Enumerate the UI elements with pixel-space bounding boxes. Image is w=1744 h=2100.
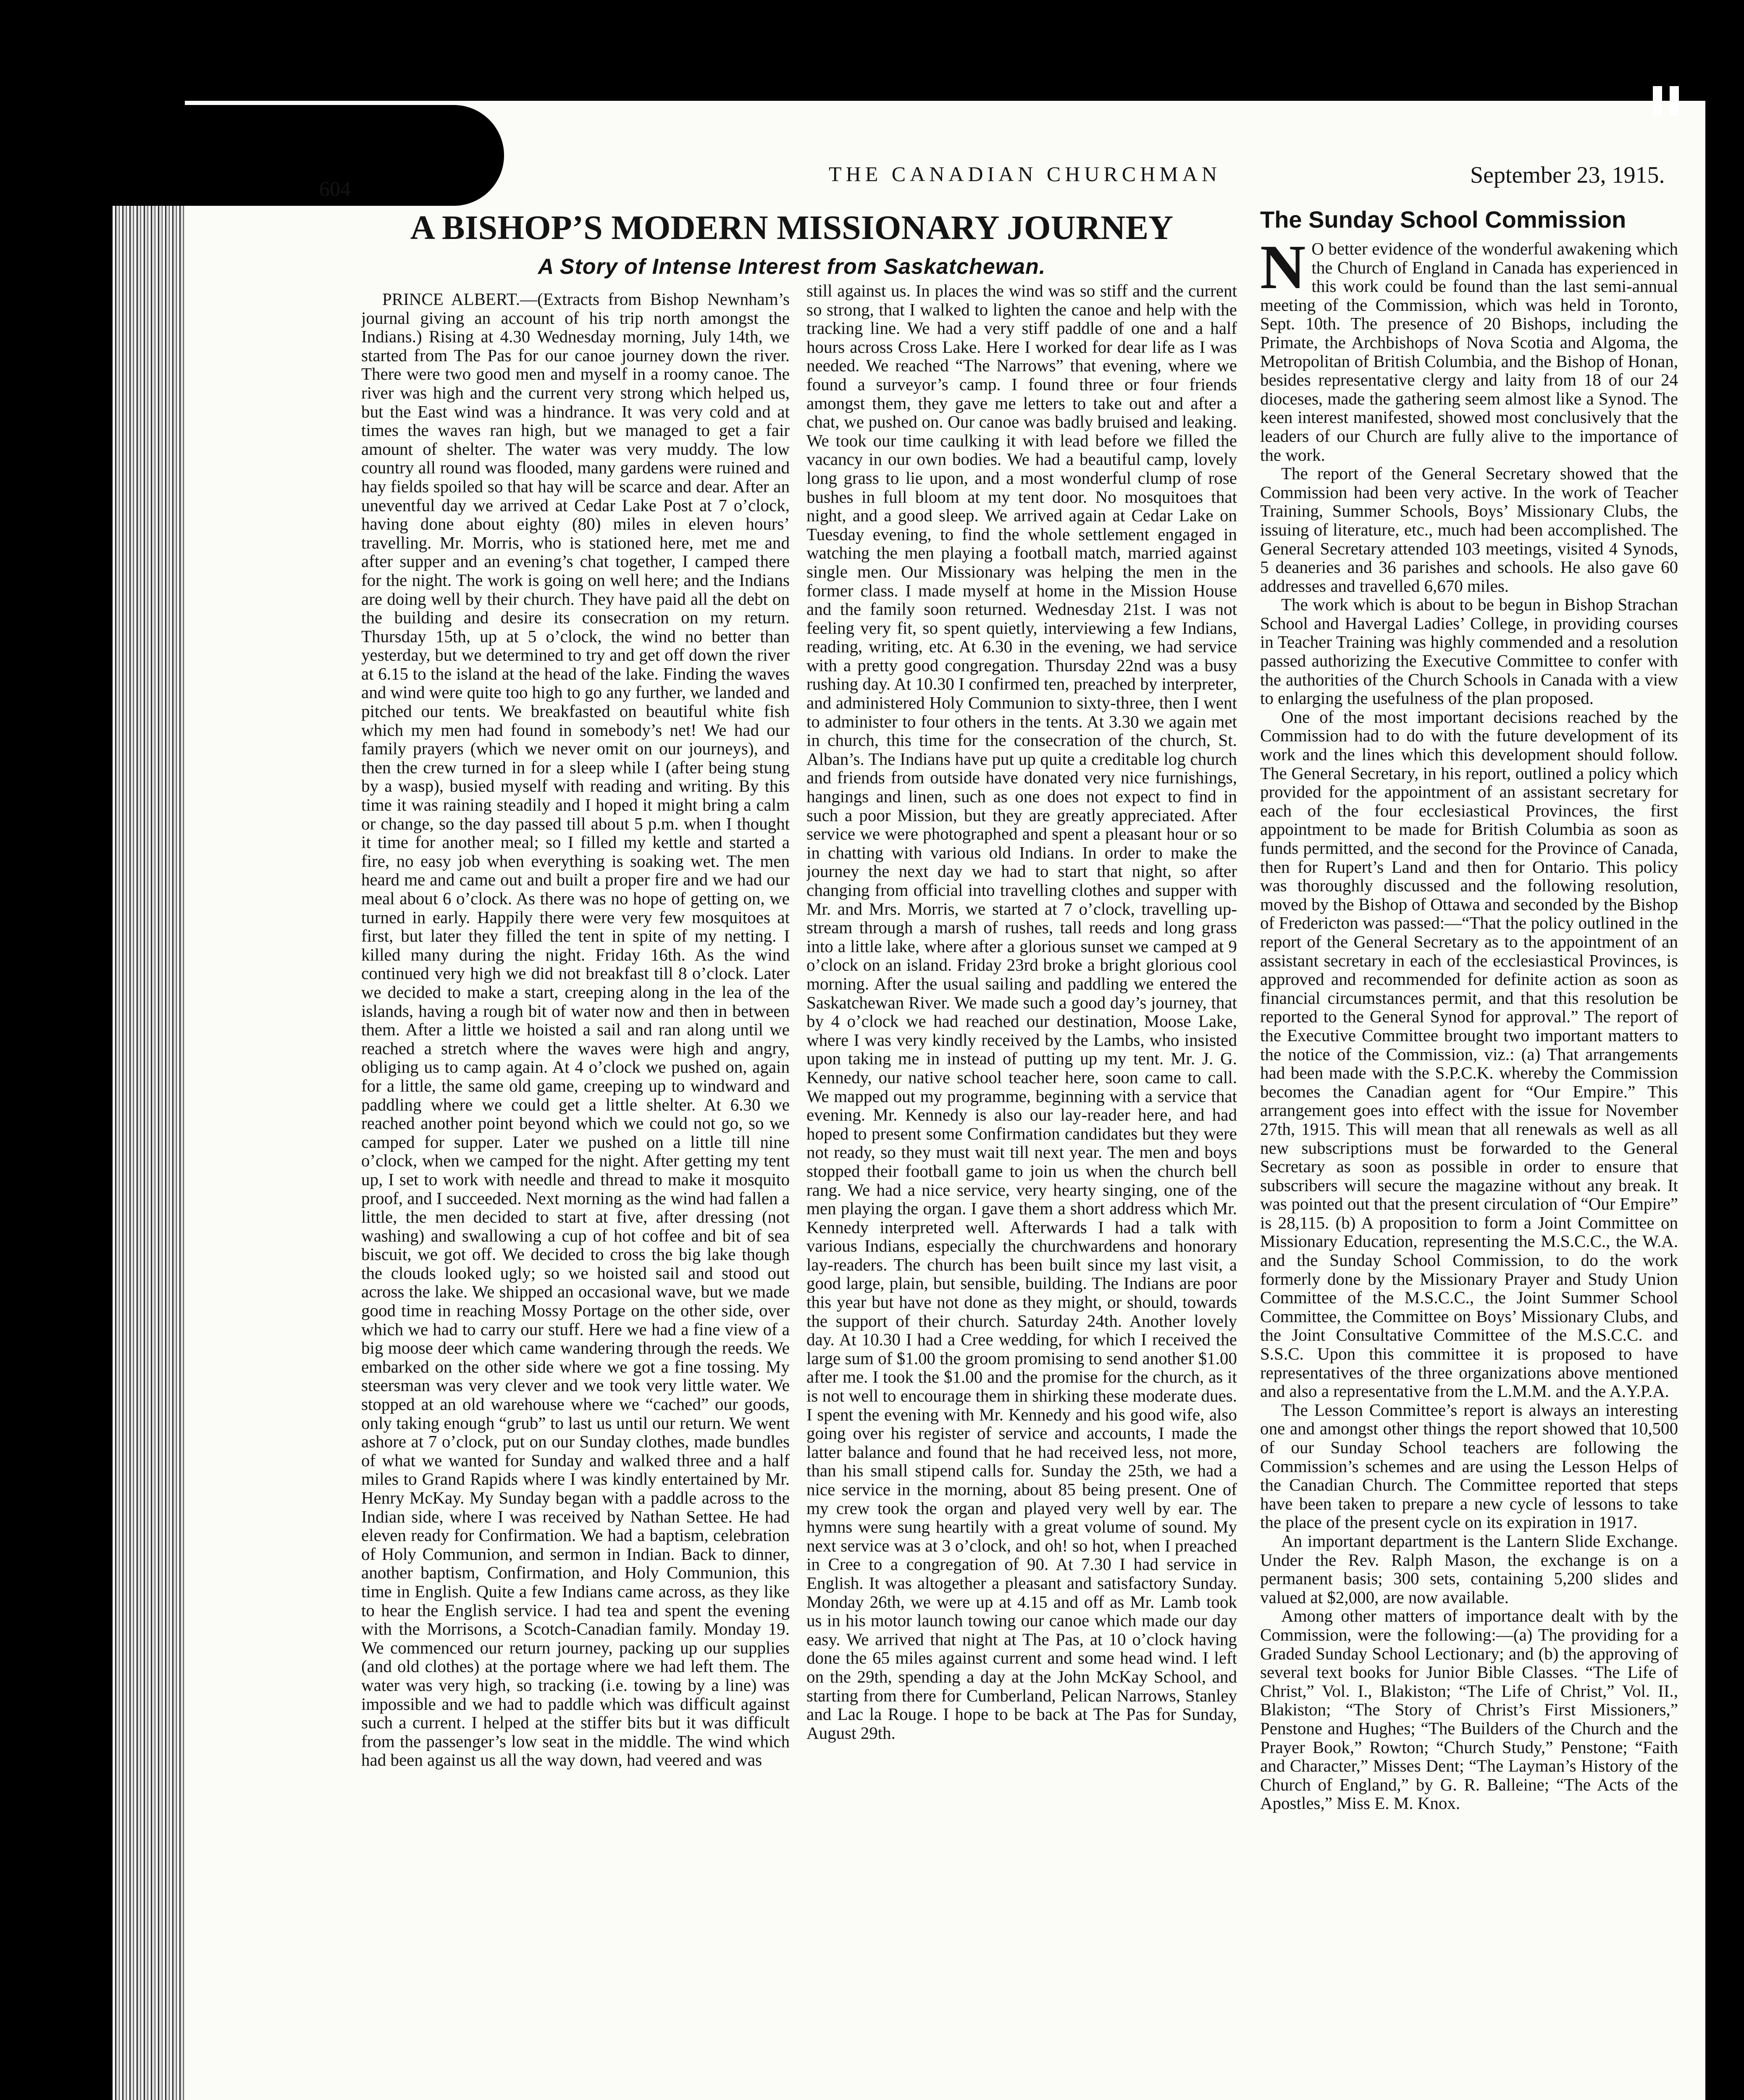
article-column-1 [361, 290, 790, 2075]
sidebar-paragraph-4: One of the most important decisions reached by the Commission had to do with the future development of its work and the lines which this development should follow. The General Secretary, in his report, outlined a policy which provided for the appointment of an assistant secretary for each of the four ecclesiastical Provinces, the first appointment to be made for British Columbia as soon as funds permitted, and the second for the Province of Canada, then for Rupert’s Land and then for Ontario. This policy was thoroughly discussed and the following resolution, moved by the Bishop of Ottawa and seconded by the Bishop of Fredericton was passed:—“That the policy outlined in the report of the General Secretary as to the appointment of an assistant secretary in each of the ecclesiastical Provinces, is approved and recommended for definite action as soon as financial circumstances permit, and that this resolution be reported to the General Synod for approval.” The report of the Executive Committee brought two important matters to the notice of the Commission, viz.: (a) That arrangements had been made with the S.P.C.K. whereby the Commission becomes the Canadian agent for “Our Empire.” This arrangement goes into effect with the issue for November 27th, 1915. This will mean that all renewals as well as all new subscriptions must be forwarded to the General Secretary as soon as possible in order to ensure that subscribers will secure the magazine without any break. It was pointed out that the present circulation of “Our Empire” is 28,115. (b) A proposition to form a Joint Committee on Missionary Education, representing the M.S.C.C., the W.A. and the Sunday School Commission, to do the work formerly done by the Missionary Prayer and Study Union Committee of the M.S.C.C., the Joint Summer School Committee, the Committee on Boys’ Missionary Clubs, and the Joint Consultative Committee of the M.S.C.C. and S.S.C. Upon this committee it is proposed to have representatives of the three organizations above mentioned and also a representative from the L.M.M. and the A.Y.P.A. [1260, 707, 1678, 1401]
sidebar-paragraph-1-text: O better evidence of the wonderful awakening which the Church of England in Canada has experienced in this work could be found than the last semi-annual meeting of the Commission, which was held in Toronto, Sept. 10th. The presence of 20 Bishops, including the Primate, the Archbishops of Nova Scotia and Algoma, the Metropolitan of British Columbia, and the Bishop of Honan, besides representative clergy and laity from 18 of our 24 dioceses, made the gathering seem almost like a Synod. The keen interest manifested, showed most conclusively that the leaders of our Church are fully alive to the importance of the work. [1260, 239, 1678, 465]
article-column-2 [806, 281, 1237, 2066]
article-subheadline: A Story of Intense Interest from Saskatchewan. [538, 255, 1046, 279]
sidebar-paragraph-7: Among other matters of importance dealt with by the Commission, were the following:—(a) The providing for a Graded Sunday School Lectionary; and (b) the approving of several text books for Junior Bible Classes. “The Life of Christ,” Vol. I., Blakiston; “The Life of Christ,” Vol. II., Blakiston; “The Story of Christ’s First Missioners,” Penstone and Hughes; “The Builders of the Church and the Prayer Book,” Rowton; “Church Study,” Penstone; “Faith and Character,” Misses Dent; “The Layman’s History of the Church of England,” by G. R. Balleine; “The Acts of the Apostles,” Miss E. M. Knox. [1260, 1606, 1678, 1813]
sidebar-headline: The Sunday School Commission [1260, 206, 1626, 233]
sidebar-column [1260, 239, 1678, 2024]
scanner-clip [0, 105, 504, 206]
running-head: THE CANADIAN CHURCHMAN [829, 162, 1221, 186]
article-text-column-1: PRINCE ALBERT.—(Extracts from Bishop Newnham’s journal giving an account of his trip north amongst the Indians.) Rising at 4.30 Wednesday morning, July 14th, we started from The Pas for our canoe journey down the river. There were two good men and myself in a roomy canoe. The river was high and the current very strong which helped us, but the East wind was a hindrance. It was very cold and at times the waves ran high, but we managed to get a fair amount of shelter. The water was very muddy. The low country all round was flooded, many gardens were ruined and hay fields spoiled so that hay will be scarce and dear. After an uneventful day we arrived at Cedar Lake Post at 7 o’clock, having done about eighty (80) miles in eleven hours’ travelling. Mr. Morris, who is stationed here, met me and after supper and an evening’s chat together, I camped there for the night. The work is going on well here; and the Indians are doing well by their church. They have paid all the debt on the building and desire its consecration on my return. Thursday 15th, up at 5 o’clock, the wind no better than yesterday, but we determined to try and get off down the river at 6.15 to the island at the head of the lake. Finding the waves and wind were quite too high to go any further, we landed and pitched our tents. We breakfasted on beautiful white fish which my men had found in somebody’s net! We had our family prayers (which we never omit on our journeys), and then the crew turned in for a sleep while I (after being stung by a wasp), busied myself with reading and writing. By this time it was raining steadily and I hoped it might bring a calm or change, so the day passed till about 5 p.m. when I thought it time for another meal; so I filled my kettle and started a fire, no easy job when everything is soaking wet. The men heard me and came out and built a proper fire and we had our meal about 6 o’clock. As there was no hope of getting on, we turned in early. Happily there were very few mosquitoes at first, but later they filled the tent in spite of my netting. I killed many during the night. Friday 16th. As the wind continued very high we did not breakfast till 8 o’clock. Later we decided to make a start, creeping along in the lea of the islands, having a rough bit of water now and then in between them. After a little we hoisted a sail and ran along until we reached a stretch where the waves were high and angry, obliging us to camp again. At 4 o’clock we pushed on, again for a little, the same old game, creeping up to windward and paddling where we could get a little shelter. At 6.30 we reached another point beyond which we could not go, so we camped for supper. Later we pushed on a little till nine o’clock, when we camped for the night. After getting my tent up, I set to work with needle and thread to make it mosquito proof, and I succeeded. Next morning as the wind had fallen a little, the men decided to start at five, after dressing (not washing) and swallowing a cup of hot coffee and bit of sea biscuit, we got off. We decided to cross the big lake though the clouds looked ugly; so we hoisted sail and stood out across the lake. We shipped an occasional wave, but we made good time in reaching Mossy Portage on the other side, over which we had to carry our stuff. Here we had a fine view of a big moose deer which came wandering through the reeds. We embarked on the other side where we got a fine tossing. My steersman was very clever and we took very little water. We stopped at an old warehouse where we “cached” our goods, only taking enough “grub” to last us until our return. We went ashore at 7 o’clock, put on our Sunday clothes, made bundles of what we wanted for Sunday and walked three and a half miles to Grand Rapids where I was kindly entertained by Mr. Henry McKay. My Sunday began with a paddle across to the Indian side, where I was received by Nathan Settee. He had eleven ready for Confirmation. We had a baptism, celebration of Holy Communion, and sermon in Indian. Back to dinner, another baptism, Confirmation, and Holy Communion, this time in English. Quite a few Indians came across, as they like to hear the English service. I had tea and spent the evening with the Morrisons, a Scotch-Canadian family. Monday 19. We commenced our return journey, packing up our supplies (and old clothes) at the portage where we had left them. The water was very high, so tracking (i.e. towing by a line) was impossible and we had to paddle which was difficult against such a current. I helped at the stiffer bits but it was difficult from the passenger’s low seat in the middle. The wind which had been against us all the way down, had veered and was [361, 290, 790, 1770]
sidebar-paragraph-3: The work which is about to be begun in Bishop Strachan School and Havergal Ladies’ College, in providing courses in Teacher Training was highly commended and a resolution passed authorizing the Executive Committee to confer with the authorities of the Church Schools in Canada with a view to enlarging the usefulness of the plan proposed. [1260, 595, 1678, 708]
issue-date: September 23, 1915. [1470, 162, 1665, 188]
page-number: 604 [319, 177, 351, 200]
scan-marker-top-2 [1670, 86, 1679, 116]
article-headline: A BISHOP’S MODERN MISSIONARY JOURNEY [410, 208, 1174, 247]
article-text-column-2: still against us. In places the wind was so stiff and the current so strong, that I walked to lighten the canoe and help with the tracking line. We had a very stiff paddle of one and a half hours across Cross Lake. Here I worked for dear life as I was needed. We reached “The Narrows” that evening, where we found a surveyor’s camp. I found three or four friends amongst them, they gave me letters to take out and after a chat, we pushed on. Our canoe was badly bruised and leaking. We took our time caulking it with lead before we filled the vacancy in our own bodies. We had a beautiful camp, lovely long grass to lie upon, and a most wonderful clump of rose bushes in full bloom at my tent door. No mosquitoes that night, and a good sleep. We arrived again at Cedar Lake on Tuesday evening, to find the whole settlement engaged in watching the men playing a football match, married against single men. Our Missionary was helping the men in the former class. I made myself at home in the Mission House and the family soon returned. Wednesday 21st. I was not feeling very fit, so spent quietly, interviewing a few Indians, reading, writing, etc. At 6.30 in the evening, we had service with a pretty good congregation. Thursday 22nd was a busy rushing day. At 10.30 I confirmed ten, preached by interpreter, and administered Holy Communion to sixty-three, then I went to administer to four others in the tents. At 3.30 we again met in church, this time for the consecration of the church, St. Alban’s. The Indians have put up quite a creditable log church and friends from outside have donated very nice furnishings, hangings and linen, such as one does not expect to find in such a poor Mission, but they are greatly appreciated. After service we were photographed and spent a pleasant hour or so in chatting with various old Indians. In order to make the journey the next day we had to start that night, so after changing from official into travelling clothes and supper with Mr. and Mrs. Morris, we started at 7 o’clock, travelling up-stream through a marsh of rushes, tall reeds and long grass into a little lake, where after a glorious sunset we camped at 9 o’clock on an island. Friday 23rd broke a bright glorious cool morning. After the usual sailing and paddling we entered the Saskatchewan River. We made such a good day’s journey, that by 4 o’clock we had reached our destination, Moose Lake, where I was very kindly received by the Lambs, who insisted upon taking me in instead of putting up my tent. Mr. J. G. Kennedy, our native school teacher here, soon came to call. We mapped out my programme, beginning with a service that evening. Mr. Kennedy is also our lay-reader here, and had hoped to present some Confirmation candidates but they were not ready, so they must wait till next year. The men and boys stopped their football game to join us when the church bell rang. We had a nice service, very hearty singing, one of the men playing the organ. I gave them a short address which Mr. Kennedy interpreted well. Afterwards I had a talk with various Indians, especially the churchwardens and honorary lay-readers. The church has been built since my last visit, a good large, plain, but sensible, building. The Indians are poor this year but have not done as they might, or should, towards the support of their church. Saturday 24th. Another lovely day. At 10.30 I had a Cree wedding, for which I received the large sum of $1.00 the groom promising to send another $1.00 after me. I took the $1.00 and the promise for the church, as it is not well to encourage them in shirking these moderate dues. I spent the evening with Mr. Kennedy and his good wife, also going over his register of service and accounts, I made the latter balance and found that he had received less, not more, than his small stipend calls for. Sunday the 25th, we had a nice service in the morning, about 85 being present. One of my crew took the organ and played very well by ear. The hymns were sung heartily with a great volume of sound. My next service was at 3 o’clock, and oh! so hot, when I preached in Cree to a congregation of 90. At 7.30 I had service in English. It was altogether a pleasant and satisfactory Sunday. Monday 26th, we were up at 4.15 and off as Mr. Lamb took us in his motor launch towing our canoe which made our day easy. We arrived that night at The Pas, at 10 o’clock having done the 65 miles against current and some head wind. I left on the 29th, spending a day at the John McKay School, and starting from there for Cumberland, Pelican Narrows, Stanley and Lac la Rouge. I hope to be back at The Pas for Sunday, August 29th. [806, 281, 1237, 1743]
sidebar-paragraph-6: An important department is the Lantern Slide Exchange. Under the Rev. Ralph Mason, the exchange is on a permanent basis; 300 sets, containing 5,200 slides and valued at $2,000, are now available. [1260, 1531, 1678, 1607]
sidebar-paragraph-2: The report of the General Secretary showed that the Commission had been very active. In the work of Teacher Training, Summer Schools, Boys’ Missionary Clubs, the issuing of literature, etc., much had been accomplished. The General Secretary attended 103 meetings, visited 4 Synods, 5 deaneries and 36 parishes and schools. He also gave 60 addresses and travelled 6,670 miles. [1260, 464, 1678, 596]
sidebar-paragraph-1 [1260, 239, 1678, 464]
drop-cap: N [1260, 239, 1306, 302]
sidebar-paragraph-5: The Lesson Committee’s report is always an interesting one and amongst other things the report showed that 10,500 of our Sunday School teachers are following the Commission’s schemes and are using the Lesson Helps of the Canadian Church. The Committee reported that steps have been taken to prepare a new cycle of lessons to take the place of the present cycle on its expiration in 1917. [1260, 1400, 1678, 1532]
scan-marker-top [1653, 86, 1662, 116]
